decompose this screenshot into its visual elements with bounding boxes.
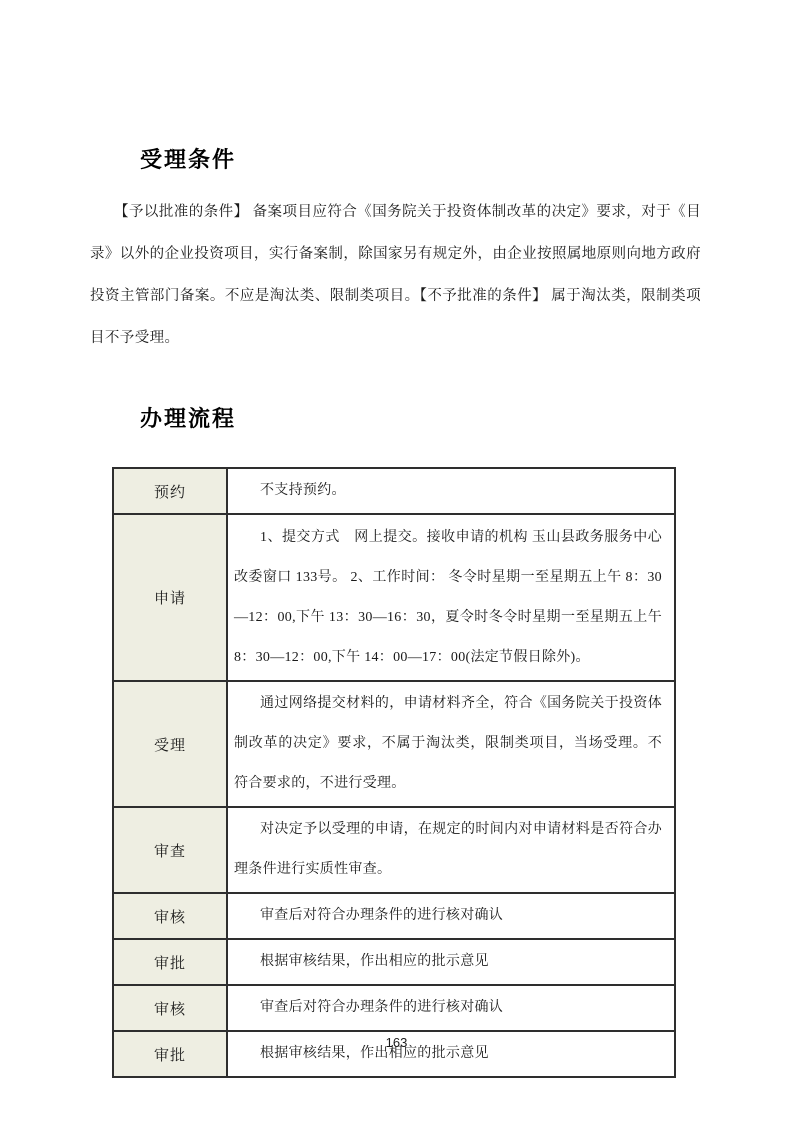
process-flow-table bbox=[112, 467, 676, 1078]
row-label: 预约 bbox=[114, 469, 228, 513]
row-label: 审批 bbox=[114, 1032, 228, 1076]
row-content-cell bbox=[228, 986, 674, 1030]
row-label: 申请 bbox=[114, 515, 228, 680]
row-label: 审查 bbox=[114, 808, 228, 892]
row-content-text: 1、提交方式 网上提交。接收申请的机构 玉山县政务服务中心改委窗口 133号。 2、工作时间： 冬令时星期一至星期五上午 8：30—12：00,下午 13：30—16：30，夏令时冬令时星期一至星期五上午 8：30—12：00,下午 14：00—17：00(法定节假日除外)。 bbox=[234, 529, 662, 665]
row-content-cell bbox=[228, 515, 674, 680]
table-row-acceptance bbox=[114, 680, 674, 806]
row-content-text: 通过网络提交材料的，申请材料齐全，符合《国务院关于投资体制改革的决定》要求，不属于淘汰类，限制类项目，当场受理。不符合要求的，不进行受理。 bbox=[234, 696, 662, 792]
page-number: 163 bbox=[385, 1035, 408, 1050]
row-content-text: 对决定予以受理的申请，在规定的时间内对申请材料是否符合办理条件进行实质性审查。 bbox=[234, 822, 662, 878]
table-row-review-2 bbox=[114, 984, 674, 1030]
row-content-text: 根据审核结果，作出相应的批示意见 bbox=[260, 954, 489, 970]
row-content-text: 不支持预约。 bbox=[260, 483, 346, 499]
row-content-cell bbox=[228, 682, 674, 806]
row-content-cell bbox=[228, 940, 674, 984]
row-content-cell bbox=[228, 894, 674, 938]
row-content-text: 审查后对符合办理条件的进行核对确认 bbox=[260, 908, 504, 924]
table-row-approval-1 bbox=[114, 938, 674, 984]
table-row-examination bbox=[114, 806, 674, 892]
row-label: 审批 bbox=[114, 940, 228, 984]
heading-acceptance-conditions: 受理条件 bbox=[140, 147, 237, 172]
acceptance-conditions-paragraph: 【予以批准的条件】 备案项目应符合《国务院关于投资体制改革的决定》要求，对于《目录》以外的企业投资项目，实行备案制，除国家另有规定外，由企业按照属地原则向地方政府投资主管部门备案。不应是淘汰类、限制类项目。【不予批准的条件】 属于淘汰类，限制类项目不予受理。 bbox=[90, 203, 701, 346]
table-row-application bbox=[114, 513, 674, 680]
row-content-cell bbox=[228, 469, 674, 513]
heading-process-flow: 办理流程 bbox=[140, 405, 237, 431]
row-content-cell bbox=[228, 808, 674, 892]
row-label: 审核 bbox=[114, 986, 228, 1030]
row-content-text: 审查后对符合办理条件的进行核对确认 bbox=[260, 1000, 504, 1016]
row-content-text: 根据审核结果，作出相应的批示意见 bbox=[260, 1046, 489, 1062]
table-row-reservation bbox=[114, 469, 674, 513]
table-row-review-1 bbox=[114, 892, 674, 938]
row-label: 受理 bbox=[114, 682, 228, 806]
row-label: 审核 bbox=[114, 894, 228, 938]
